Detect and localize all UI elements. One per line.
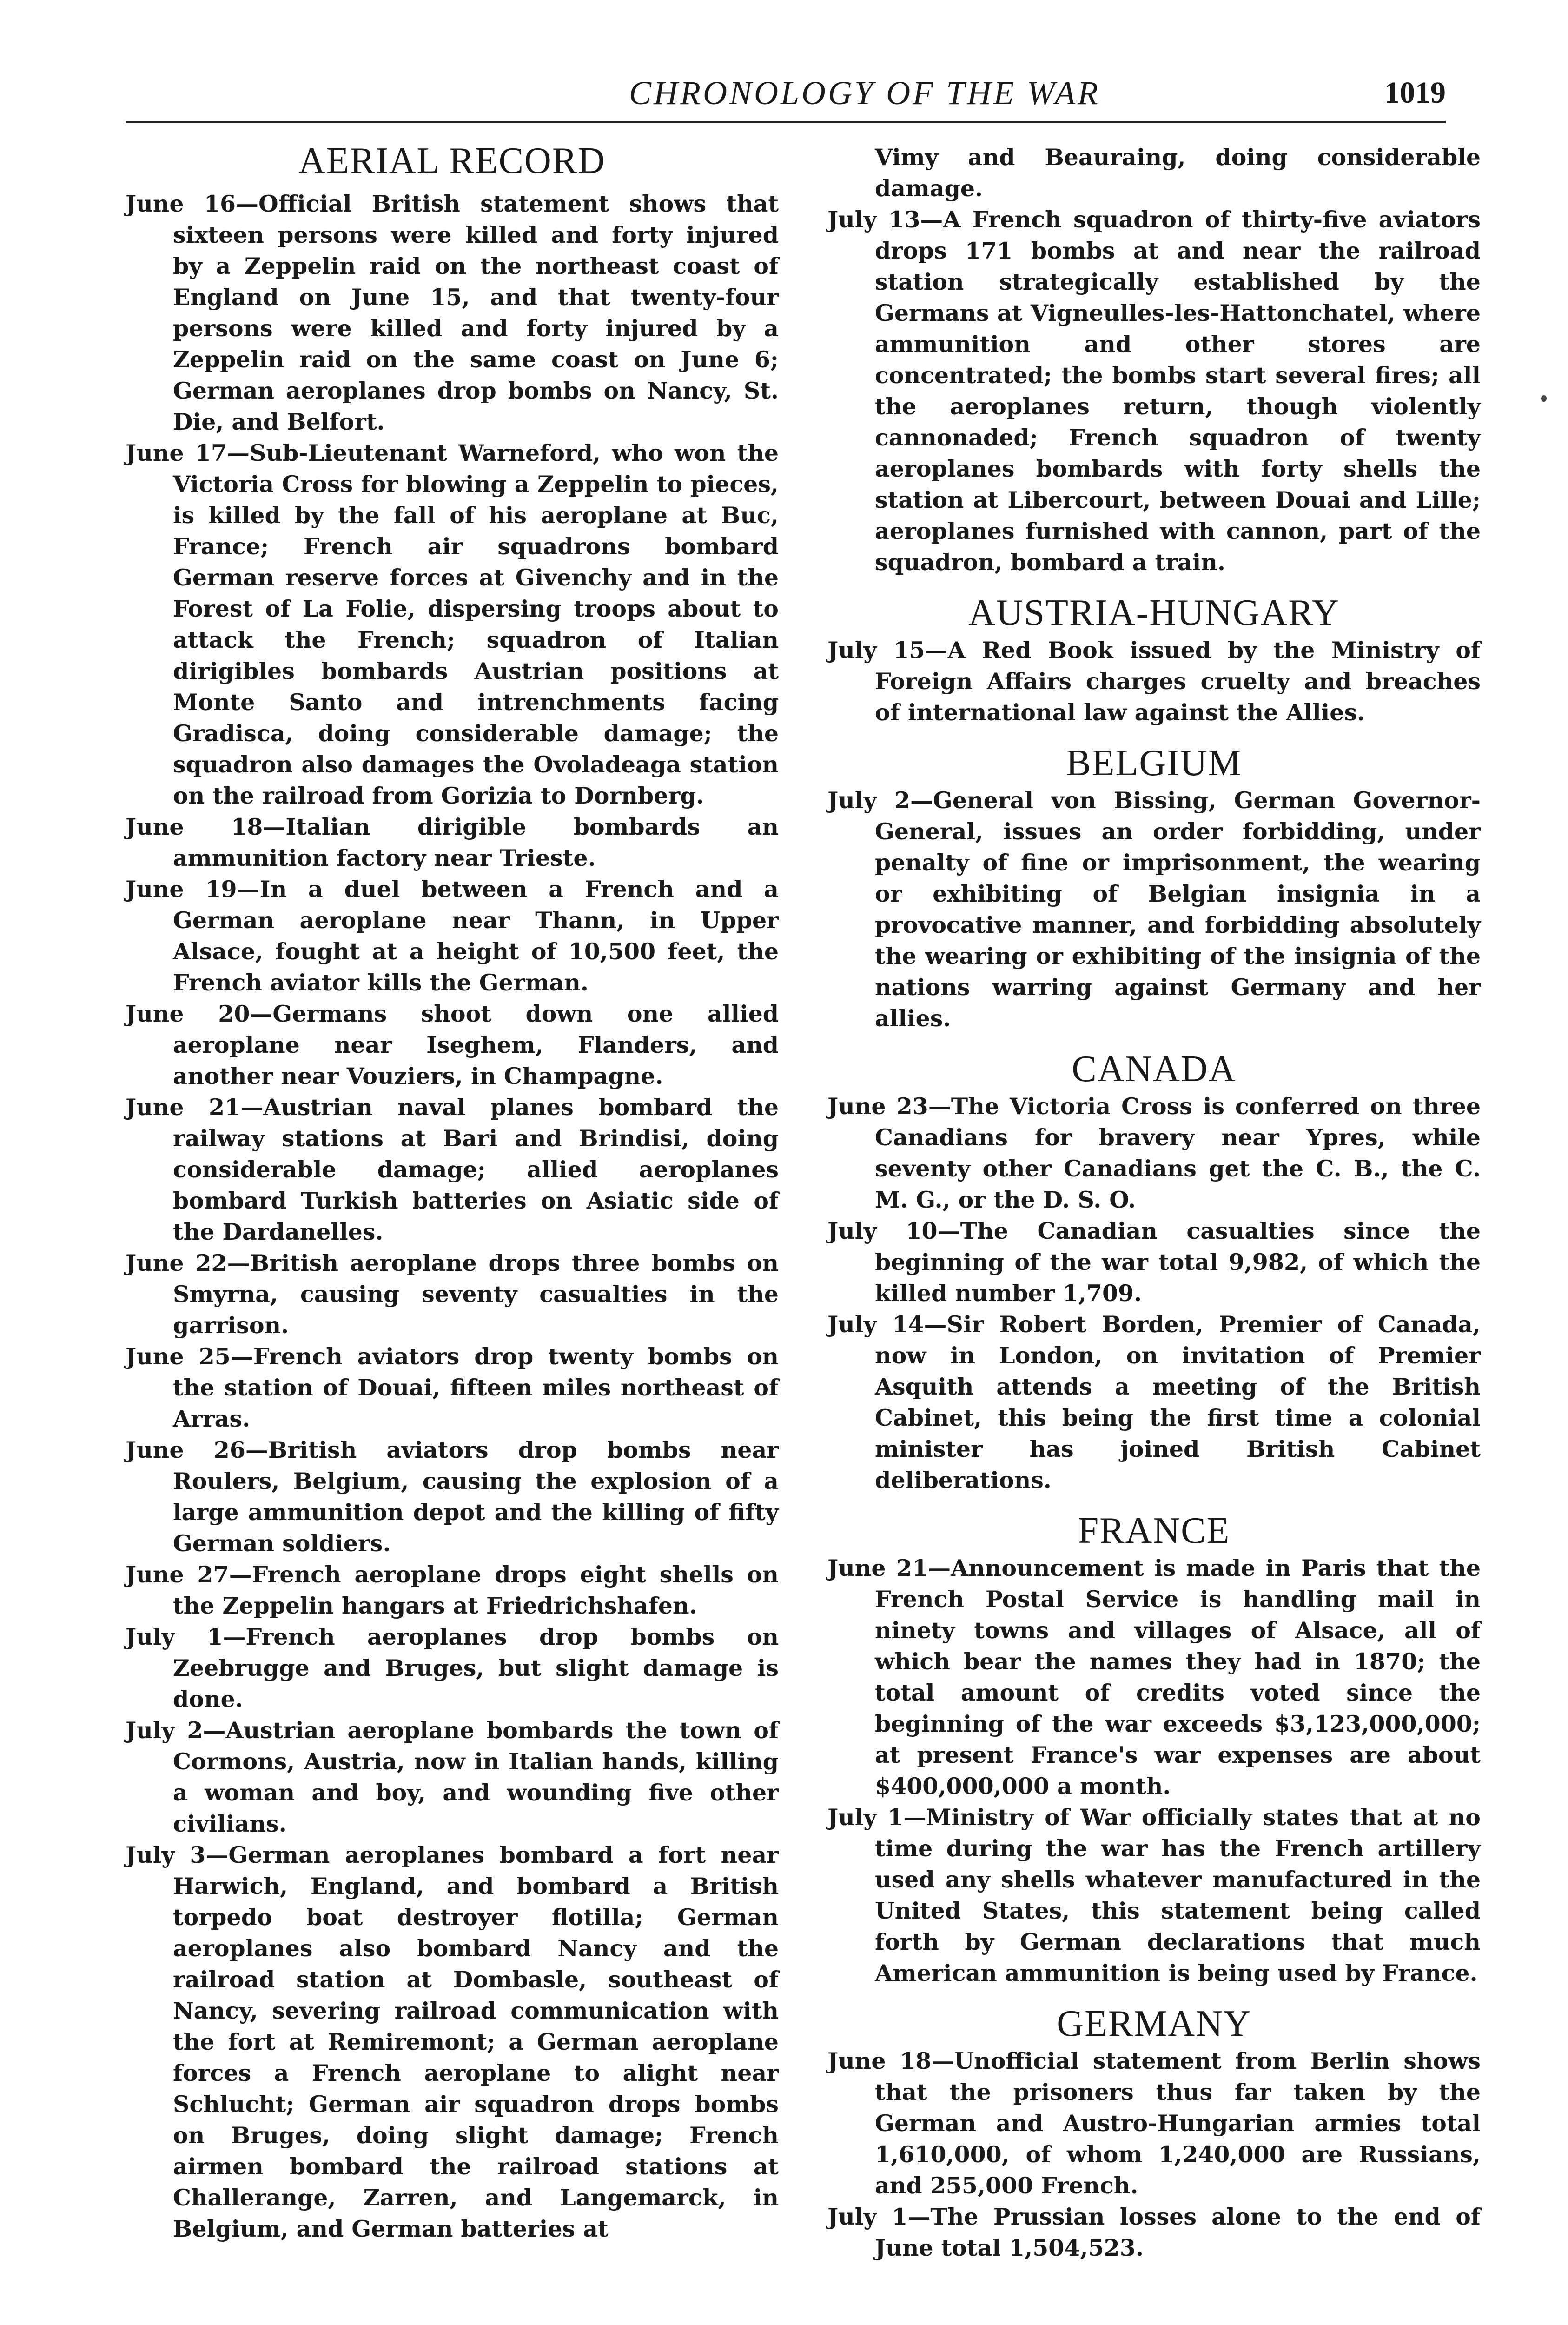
chronology-entry bbox=[827, 1309, 1481, 1496]
entry-dash: — bbox=[236, 190, 259, 217]
entry-list bbox=[827, 2046, 1481, 2264]
entry-date: June 20 bbox=[126, 1000, 250, 1027]
entry-dash: — bbox=[910, 787, 933, 814]
chronology-entry bbox=[827, 635, 1481, 728]
entry-list bbox=[827, 785, 1481, 1034]
entry-dash: — bbox=[928, 1093, 951, 1120]
entry-list bbox=[126, 188, 779, 2245]
entry-text: A French squadron of thirty-five aviators drops 171 bombs at and near the railroad station strategically established by the Germans at Vigneulles-les-Hattonchatel, where ammunition and other stores are concentrated; the bombs start several fires; all the aeroplanes return, though violently cannonaded; French squadron of twenty aeroplanes bombards with forty shells the station at Libercourt, between Douai and Lille; aeroplanes furnished with cannon, part of the squadron, bombard a train. bbox=[875, 206, 1481, 576]
entry-text: French aviators drop twenty bombs on the station of Douai, fifteen miles northeast of Arras. bbox=[173, 1343, 779, 1432]
entry-dash: — bbox=[229, 1561, 252, 1588]
entry-text: Sir Robert Borden, Premier of Canada, now in London, on invitation of Premier Asquith attends a meeting of the British Cabinet, this being the first time a colonial minister has joined British Cabinet deliberations. bbox=[875, 1311, 1481, 1494]
entry-dash: — bbox=[937, 1217, 960, 1244]
entry-date: July 13 bbox=[827, 206, 920, 233]
entry-dash: — bbox=[240, 1094, 264, 1121]
entry-dash: — bbox=[237, 876, 260, 903]
entry-list bbox=[827, 635, 1481, 728]
entry-text: Unofficial statement from Berlin shows that the prisoners thus far taken by the German and Austro-Hungarian armies total 1,610,000, of whom 1,240,000 are Russians, and 255,000 French. bbox=[875, 2047, 1481, 2199]
entry-text: French aeroplane drops eight shells on the Zeppelin hangars at Friedrichshafen. bbox=[173, 1561, 779, 1619]
entry-dash: — bbox=[924, 1311, 947, 1338]
entry-dash: — bbox=[245, 1436, 268, 1463]
chronology-entry bbox=[827, 785, 1481, 1034]
entry-date: July 1 bbox=[827, 1804, 904, 1831]
section-heading: CANADA bbox=[1072, 1049, 1237, 1089]
entry-list bbox=[827, 204, 1481, 578]
entry-text: The Prussian losses alone to the end of June total 1,504,523. bbox=[875, 2203, 1481, 2261]
left-column bbox=[126, 142, 779, 2245]
entry-dash: — bbox=[226, 439, 250, 466]
entry-date: June 27 bbox=[126, 1561, 229, 1588]
entry-list bbox=[827, 1553, 1481, 1989]
entry-date: June 25 bbox=[126, 1343, 231, 1370]
entry-text: Germans shoot down one allied aeroplane near Iseghem, Flanders, and another near Vouziers, in Champagne. bbox=[173, 1000, 779, 1089]
entry-dash: — bbox=[203, 1717, 226, 1744]
entry-dash: — bbox=[907, 2203, 931, 2230]
entry-date: July 1 bbox=[126, 1623, 223, 1650]
chronology-entry bbox=[126, 1092, 779, 1248]
entry-date: July 3 bbox=[126, 1841, 206, 1868]
chronology-entry bbox=[827, 2046, 1481, 2201]
entry-date: July 1 bbox=[827, 2203, 908, 2230]
entry-date: June 19 bbox=[126, 876, 237, 903]
section-heading: BELGIUM bbox=[1066, 743, 1242, 784]
section-germany bbox=[827, 2005, 1481, 2264]
section-aerial-record-continued bbox=[827, 142, 1481, 578]
chronology-entry bbox=[126, 874, 779, 998]
chronology-entry bbox=[126, 1621, 779, 1715]
entry-date: June 23 bbox=[827, 1093, 928, 1120]
section-france bbox=[827, 1512, 1481, 1989]
section-canada bbox=[827, 1050, 1481, 1496]
entry-dash: — bbox=[250, 1000, 273, 1027]
chronology-entry bbox=[126, 188, 779, 438]
running-head bbox=[126, 70, 1446, 116]
chronology-entry bbox=[126, 1341, 779, 1435]
entry-text: British aviators drop bombs near Roulers, Belgium, causing the explosion of a large ammunition depot and the killing of fifty German soldiers. bbox=[173, 1436, 779, 1557]
entry-text: Announcement is made in Paris that the French Postal Service is handling mail in ninety towns and villages of Alsace, all of which bear the names they had in 1870; the total amount of credits voted since the beginning of the war exceeds $3,123,000,000; at present France's war expenses are about $400,000,000 a month. bbox=[875, 1554, 1481, 1800]
chronology-entry bbox=[827, 1802, 1481, 1989]
running-title: CHRONOLOGY OF THE WAR bbox=[629, 74, 1100, 112]
entry-date: June 21 bbox=[827, 1554, 928, 1581]
right-column bbox=[827, 142, 1481, 2264]
chronology-entry bbox=[126, 998, 779, 1092]
entry-text: General von Bissing, German Governor-General, issues an order forbidding, under penalty of fine or imprisonment, the wearing or exhibiting of Belgian insignia in a provocative manner, and forbidding absolutely the wearing or exhibiting of the insignia of the nations warring against Germany and her allies. bbox=[875, 787, 1481, 1032]
section-heading: AERIAL RECORD bbox=[298, 140, 606, 181]
entry-dash: — bbox=[223, 1623, 246, 1650]
entry-text: German aeroplanes bombard a fort near Harwich, England, and bombard a British torpedo boat destroyer flotilla; German aeroplanes also bombard Nancy and the railroad station at Dombasle, southeast of Nancy, severing railroad communication with the fort at Remiremont; a German aeroplane forces a French aeroplane to alight near Schlucht; German air squadron drops bombs on Bruges, doing slight damage; French airmen bombard the railroad stations at Challerange, Zarren, and Langemarck, in Belgium, and German batteries at bbox=[173, 1841, 779, 2242]
chronology-entry bbox=[827, 1553, 1481, 1802]
entry-text: The Canadian casualties since the beginning of the war total 9,982, of which the killed number 1,709. bbox=[875, 1217, 1481, 1307]
entry-dash: — bbox=[931, 2047, 954, 2074]
entry-list bbox=[827, 1091, 1481, 1496]
continued-entry-text: Vimy and Beauraing, doing considerable damage. bbox=[875, 144, 1481, 202]
entry-dash: — bbox=[928, 1554, 951, 1581]
section-heading: AUSTRIA-HUNGARY bbox=[968, 592, 1340, 633]
ink-speck bbox=[1541, 395, 1547, 402]
entry-date: June 18 bbox=[126, 813, 263, 840]
entry-dash: — bbox=[227, 1249, 250, 1276]
entry-dash: — bbox=[263, 813, 286, 840]
entry-date: June 21 bbox=[126, 1094, 241, 1121]
chronology-entry bbox=[126, 438, 779, 811]
entry-text: French aeroplanes drop bombs on Zeebrugge and Bruges, but slight damage is done. bbox=[173, 1623, 779, 1713]
entry-date: July 14 bbox=[827, 1311, 924, 1338]
section-belgium bbox=[827, 744, 1481, 1034]
entry-text: In a duel between a French and a German aeroplane near Thann, in Upper Alsace, fought at a height of 10,500 feet, the French aviator kills the German. bbox=[173, 876, 779, 996]
entry-text: Austrian naval planes bombard the railway stations at Bari and Brindisi, doing considerable damage; allied aeroplanes bombard Turkish batteries on Asiatic side of the Dardanelles. bbox=[173, 1094, 779, 1245]
entry-date: June 22 bbox=[126, 1249, 227, 1276]
header-rule bbox=[126, 121, 1446, 123]
entry-text: The Victoria Cross is conferred on three Canadians for bravery near Ypres, while seventy other Canadians get the C. B., the C. M. G., or the D. S. O. bbox=[875, 1093, 1481, 1213]
entry-dash: — bbox=[205, 1841, 229, 1868]
entry-date: June 26 bbox=[126, 1436, 245, 1463]
entry-date: June 18 bbox=[827, 2047, 932, 2074]
page-number: 1019 bbox=[1384, 76, 1446, 110]
chronology-entry bbox=[827, 1091, 1481, 1216]
entry-date: July 2 bbox=[126, 1717, 203, 1744]
entry-text: Sub-Lieutenant Warneford, who won the Victoria Cross for blowing a Zeppelin to pieces, is killed by the fall of his aeroplane at Buc, France; French air squadrons bombard German reserve forces at Givenchy and in the Forest of La Folie, dispersing troops about to attack the French; squadron of Italian dirigibles bombards Austrian positions at Monte Santo and intrenchments facing Gradisca, doing considerable damage; the squadron also damages the Ovoladeaga station on the railroad from Gorizia to Dornberg. bbox=[173, 439, 779, 809]
section-aerial-record bbox=[126, 142, 779, 2245]
entry-dash: — bbox=[230, 1343, 253, 1370]
entry-text: Ministry of War officially states that at no time during the war has the French artillery used any shells whatever manufactured in the United States, this statement being called forth by German declarations that much American ammunition is being used by France. bbox=[875, 1804, 1481, 1986]
chronology-entry bbox=[126, 811, 779, 874]
entry-date: July 10 bbox=[827, 1217, 938, 1244]
entry-date: June 16 bbox=[126, 190, 236, 217]
chronology-entry bbox=[126, 1435, 779, 1559]
entry-text: Austrian aeroplane bombards the town of Cormons, Austria, now in Italian hands, killing a woman and boy, and wounding five other civilians. bbox=[173, 1717, 779, 1837]
entry-date: July 2 bbox=[827, 787, 910, 814]
chronology-entry bbox=[126, 1559, 779, 1621]
entry-text: Italian dirigible bombards an ammunition factory near Trieste. bbox=[173, 813, 779, 871]
section-heading: FRANCE bbox=[1078, 1510, 1231, 1551]
chronology-entry bbox=[126, 1840, 779, 2245]
chronology-entry bbox=[827, 1216, 1481, 1309]
entry-dash: — bbox=[920, 206, 943, 233]
entry-dash: — bbox=[903, 1804, 926, 1831]
entry-text: A Red Book issued by the Ministry of Foreign Affairs charges cruelty and breaches of international law against the Allies. bbox=[875, 637, 1481, 726]
chronology-entry bbox=[827, 2201, 1481, 2264]
entry-date: June 17 bbox=[126, 439, 227, 466]
entry-dash: — bbox=[925, 637, 948, 664]
section-heading: GERMANY bbox=[1057, 2003, 1251, 2044]
chronology-entry bbox=[126, 1248, 779, 1341]
section-austria-hungary bbox=[827, 594, 1481, 728]
entry-text: British aeroplane drops three bombs on Smyrna, causing seventy casualties in the garrison. bbox=[173, 1249, 779, 1339]
entry-date: July 15 bbox=[827, 637, 925, 664]
chronology-entry bbox=[126, 1715, 779, 1840]
entry-text: Official British statement shows that sixteen persons were killed and forty injured by a Zeppelin raid on the northeast coast of England on June 15, and that twenty-four persons were killed and forty injured by a Zeppelin raid on the same coast on June 6; German aeroplanes drop bombs on Nancy, St. Die, and Belfort. bbox=[173, 190, 779, 435]
chronology-entry bbox=[827, 204, 1481, 578]
